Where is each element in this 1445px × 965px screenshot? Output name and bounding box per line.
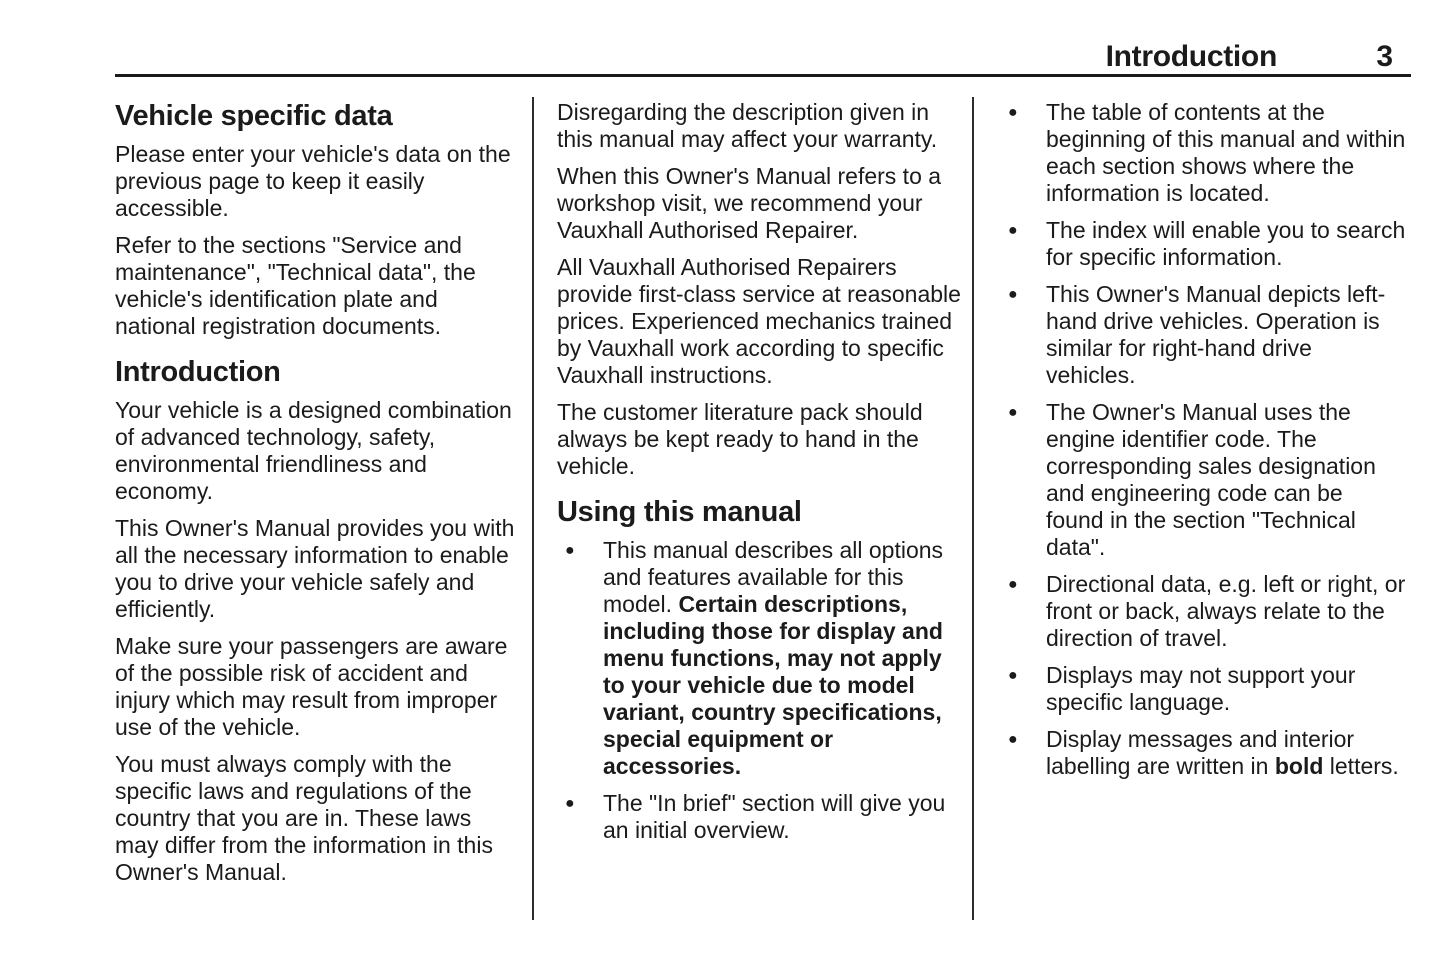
list-item-text: The index will enable you to search for specific information. [1046, 217, 1406, 270]
list-item-text [1046, 726, 1399, 779]
column-bullets-right [1000, 99, 1406, 790]
paragraph: All Vauxhall Authorised Repairers provide first-class service at reasonable prices. Experienced mechanics trained by Vauxhall work according to specific Vauxhall instructions. [557, 254, 961, 388]
list-item [1000, 99, 1406, 207]
list-item [557, 537, 961, 780]
list-item-text: The Owner's Manual uses the engine identifier code. The corresponding sales designation and engineering code can be found in the section "Technical data". [1046, 399, 1376, 560]
paragraph: Please enter your vehicle's data on the previous page to keep it easily accessible. [115, 141, 511, 221]
header-rule [115, 74, 1411, 77]
list-item-text [603, 537, 943, 779]
header-page-number: 3 [1376, 40, 1393, 73]
paragraph: When this Owner's Manual refers to a workshop visit, we recommend your Vauxhall Authorised Repairer. [557, 163, 942, 243]
paragraph: Disregarding the description given in this manual may affect your warranty. [557, 99, 938, 152]
bullet-icon: ● [1008, 286, 1018, 303]
bullet-icon: ● [1008, 104, 1018, 121]
column-divider-right [972, 97, 974, 920]
list-item-text-normal: This manual describes all options and features available for this model. [603, 537, 944, 617]
bullet-icon: ● [1008, 222, 1018, 239]
list-item-text-normal: Display messages and interior labelling are written in [1046, 726, 1355, 779]
column-vehicle-data [115, 99, 519, 896]
bullet-icon: ● [1008, 731, 1018, 748]
bullet-icon: ● [1008, 576, 1018, 593]
list-item-text: This Owner's Manual depicts left-hand drive vehicles. Operation is similar for right-hand drive vehicles. [1046, 281, 1386, 388]
heading-vehicle-specific-data: Vehicle specific data [115, 100, 393, 132]
list-item [1000, 217, 1406, 271]
heading-introduction: Introduction [115, 356, 281, 388]
list-item-text: The table of contents at the beginning of this manual and within each section shows where the information is located. [1046, 99, 1406, 206]
bullet-icon: ● [565, 795, 575, 812]
bullet-icon: ● [565, 542, 575, 559]
list-item-text-bold: Certain descriptions, including those for display and menu functions, may not apply to your vehicle due to model variant, country specifications, special equipment or accessories. [603, 591, 943, 779]
column-middle [557, 99, 961, 854]
heading-using-this-manual: Using this manual [557, 496, 802, 528]
bullet-icon: ● [1008, 404, 1018, 421]
header-section-title: Introduction [1105, 40, 1277, 73]
list-item-text: The "In brief" section will give you an initial overview. [603, 790, 946, 843]
paragraph: Your vehicle is a designed combination of advanced technology, safety, environmental friendliness and economy. [115, 397, 512, 504]
list-item-text: Displays may not support your specific language. [1046, 662, 1356, 715]
paragraph: The customer literature pack should always be kept ready to hand in the vehicle. [557, 399, 923, 479]
list-item [557, 790, 961, 844]
list-item [1000, 726, 1406, 780]
paragraph: You must always comply with the specific laws and regulations of the country that you are in. These laws may differ from the information in this Owner's Manual. [115, 751, 493, 885]
list-item [1000, 281, 1406, 389]
list-item-text: Directional data, e.g. left or right, or front or back, always relate to the direction of travel. [1046, 571, 1406, 651]
list-item-text-normal: letters. [1323, 753, 1399, 779]
paragraph: Make sure your passengers are aware of the possible risk of accident and injury which may result from improper use of the vehicle. [115, 633, 508, 740]
paragraph: This Owner's Manual provides you with all the necessary information to enable you to drive your vehicle safely and efficiently. [115, 515, 515, 622]
list-item [1000, 399, 1406, 561]
paragraph: Refer to the sections "Service and maintenance", "Technical data", the vehicle's identification plate and national registration documents. [115, 232, 476, 339]
list-item [1000, 662, 1406, 716]
column-divider-left [532, 97, 534, 920]
list-item-text-bold: bold [1274, 753, 1324, 779]
bullet-icon: ● [1008, 667, 1018, 684]
list-item [1000, 571, 1406, 652]
